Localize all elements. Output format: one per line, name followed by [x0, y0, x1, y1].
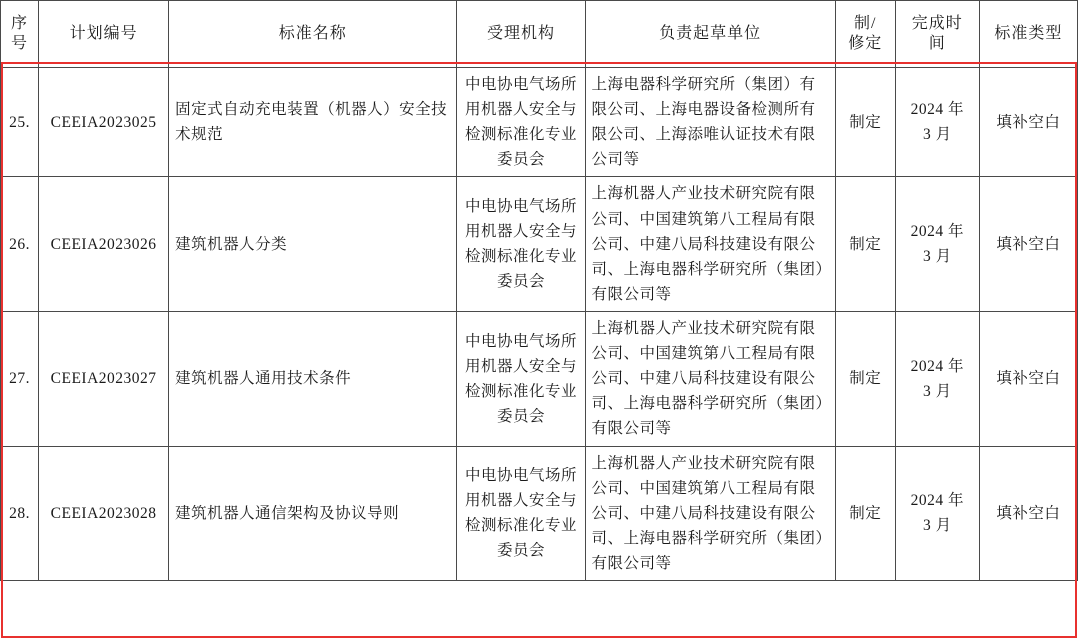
table-row — [1, 177, 1078, 312]
table-row — [1, 311, 1078, 446]
cell-plan-number: CEEIA2023025 — [39, 68, 169, 177]
cell-sequence: 26. — [1, 177, 39, 312]
cell-plan-number: CEEIA2023028 — [39, 446, 169, 581]
cell-drafting-unit: 上海电器科学研究所（集团）有限公司、上海电器设备检测所有限公司、上海添唯认证技术有限公司等 — [585, 68, 835, 177]
cell-standard-category: 填补空白 — [979, 68, 1077, 177]
cell-revision-type: 制定 — [835, 311, 895, 446]
cell-sequence: 25. — [1, 68, 39, 177]
cell-accepting-organization: 中电协电气场所用机器人安全与检测标准化专业委员会 — [457, 446, 585, 581]
column-header-plan-number: 计划编号 — [39, 1, 169, 68]
table-row — [1, 446, 1078, 581]
cell-plan-number: CEEIA2023026 — [39, 177, 169, 312]
cell-standard-category: 填补空白 — [979, 177, 1077, 312]
cell-standard-category: 填补空白 — [979, 446, 1077, 581]
column-header-completion-time: 完成时 间 — [895, 1, 979, 68]
cell-drafting-unit: 上海机器人产业技术研究院有限公司、中国建筑第八工程局有限公司、中建八局科技建设有限公司、上海电器科学研究所（集团）有限公司等 — [585, 446, 835, 581]
cell-revision-type: 制定 — [835, 177, 895, 312]
column-header-standard-category: 标准类型 — [979, 1, 1077, 68]
cell-standard-name: 建筑机器人通信架构及协议导则 — [169, 446, 457, 581]
cell-completion-time: 2024 年 3 月 — [895, 311, 979, 446]
cell-standard-name: 建筑机器人分类 — [169, 177, 457, 312]
cell-plan-number: CEEIA2023027 — [39, 311, 169, 446]
column-header-standard-name: 标准名称 — [169, 1, 457, 68]
cell-completion-time: 2024 年 3 月 — [895, 68, 979, 177]
cell-revision-type: 制定 — [835, 68, 895, 177]
column-header-revision-type: 制/ 修定 — [835, 1, 895, 68]
cell-drafting-unit: 上海机器人产业技术研究院有限公司、中国建筑第八工程局有限公司、中建八局科技建设有限公司、上海电器科学研究所（集团）有限公司等 — [585, 311, 835, 446]
cell-standard-category: 填补空白 — [979, 311, 1077, 446]
cell-standard-name: 建筑机器人通用技术条件 — [169, 311, 457, 446]
cell-drafting-unit: 上海机器人产业技术研究院有限公司、中国建筑第八工程局有限公司、中建八局科技建设有限公司、上海电器科学研究所（集团）有限公司等 — [585, 177, 835, 312]
table-header-row — [1, 1, 1078, 68]
cell-revision-type: 制定 — [835, 446, 895, 581]
cell-accepting-organization: 中电协电气场所用机器人安全与检测标准化专业委员会 — [457, 177, 585, 312]
cell-accepting-organization: 中电协电气场所用机器人安全与检测标准化专业委员会 — [457, 311, 585, 446]
cell-completion-time: 2024 年 3 月 — [895, 177, 979, 312]
cell-standard-name: 固定式自动充电装置（机器人）安全技术规范 — [169, 68, 457, 177]
column-header-accepting-organization: 受理机构 — [457, 1, 585, 68]
column-header-sequence: 序 号 — [1, 1, 39, 68]
table-row — [1, 68, 1078, 177]
cell-accepting-organization: 中电协电气场所用机器人安全与检测标准化专业委员会 — [457, 68, 585, 177]
cell-sequence: 28. — [1, 446, 39, 581]
column-header-drafting-unit: 负责起草单位 — [585, 1, 835, 68]
cell-completion-time: 2024 年 3 月 — [895, 446, 979, 581]
cell-sequence: 27. — [1, 311, 39, 446]
